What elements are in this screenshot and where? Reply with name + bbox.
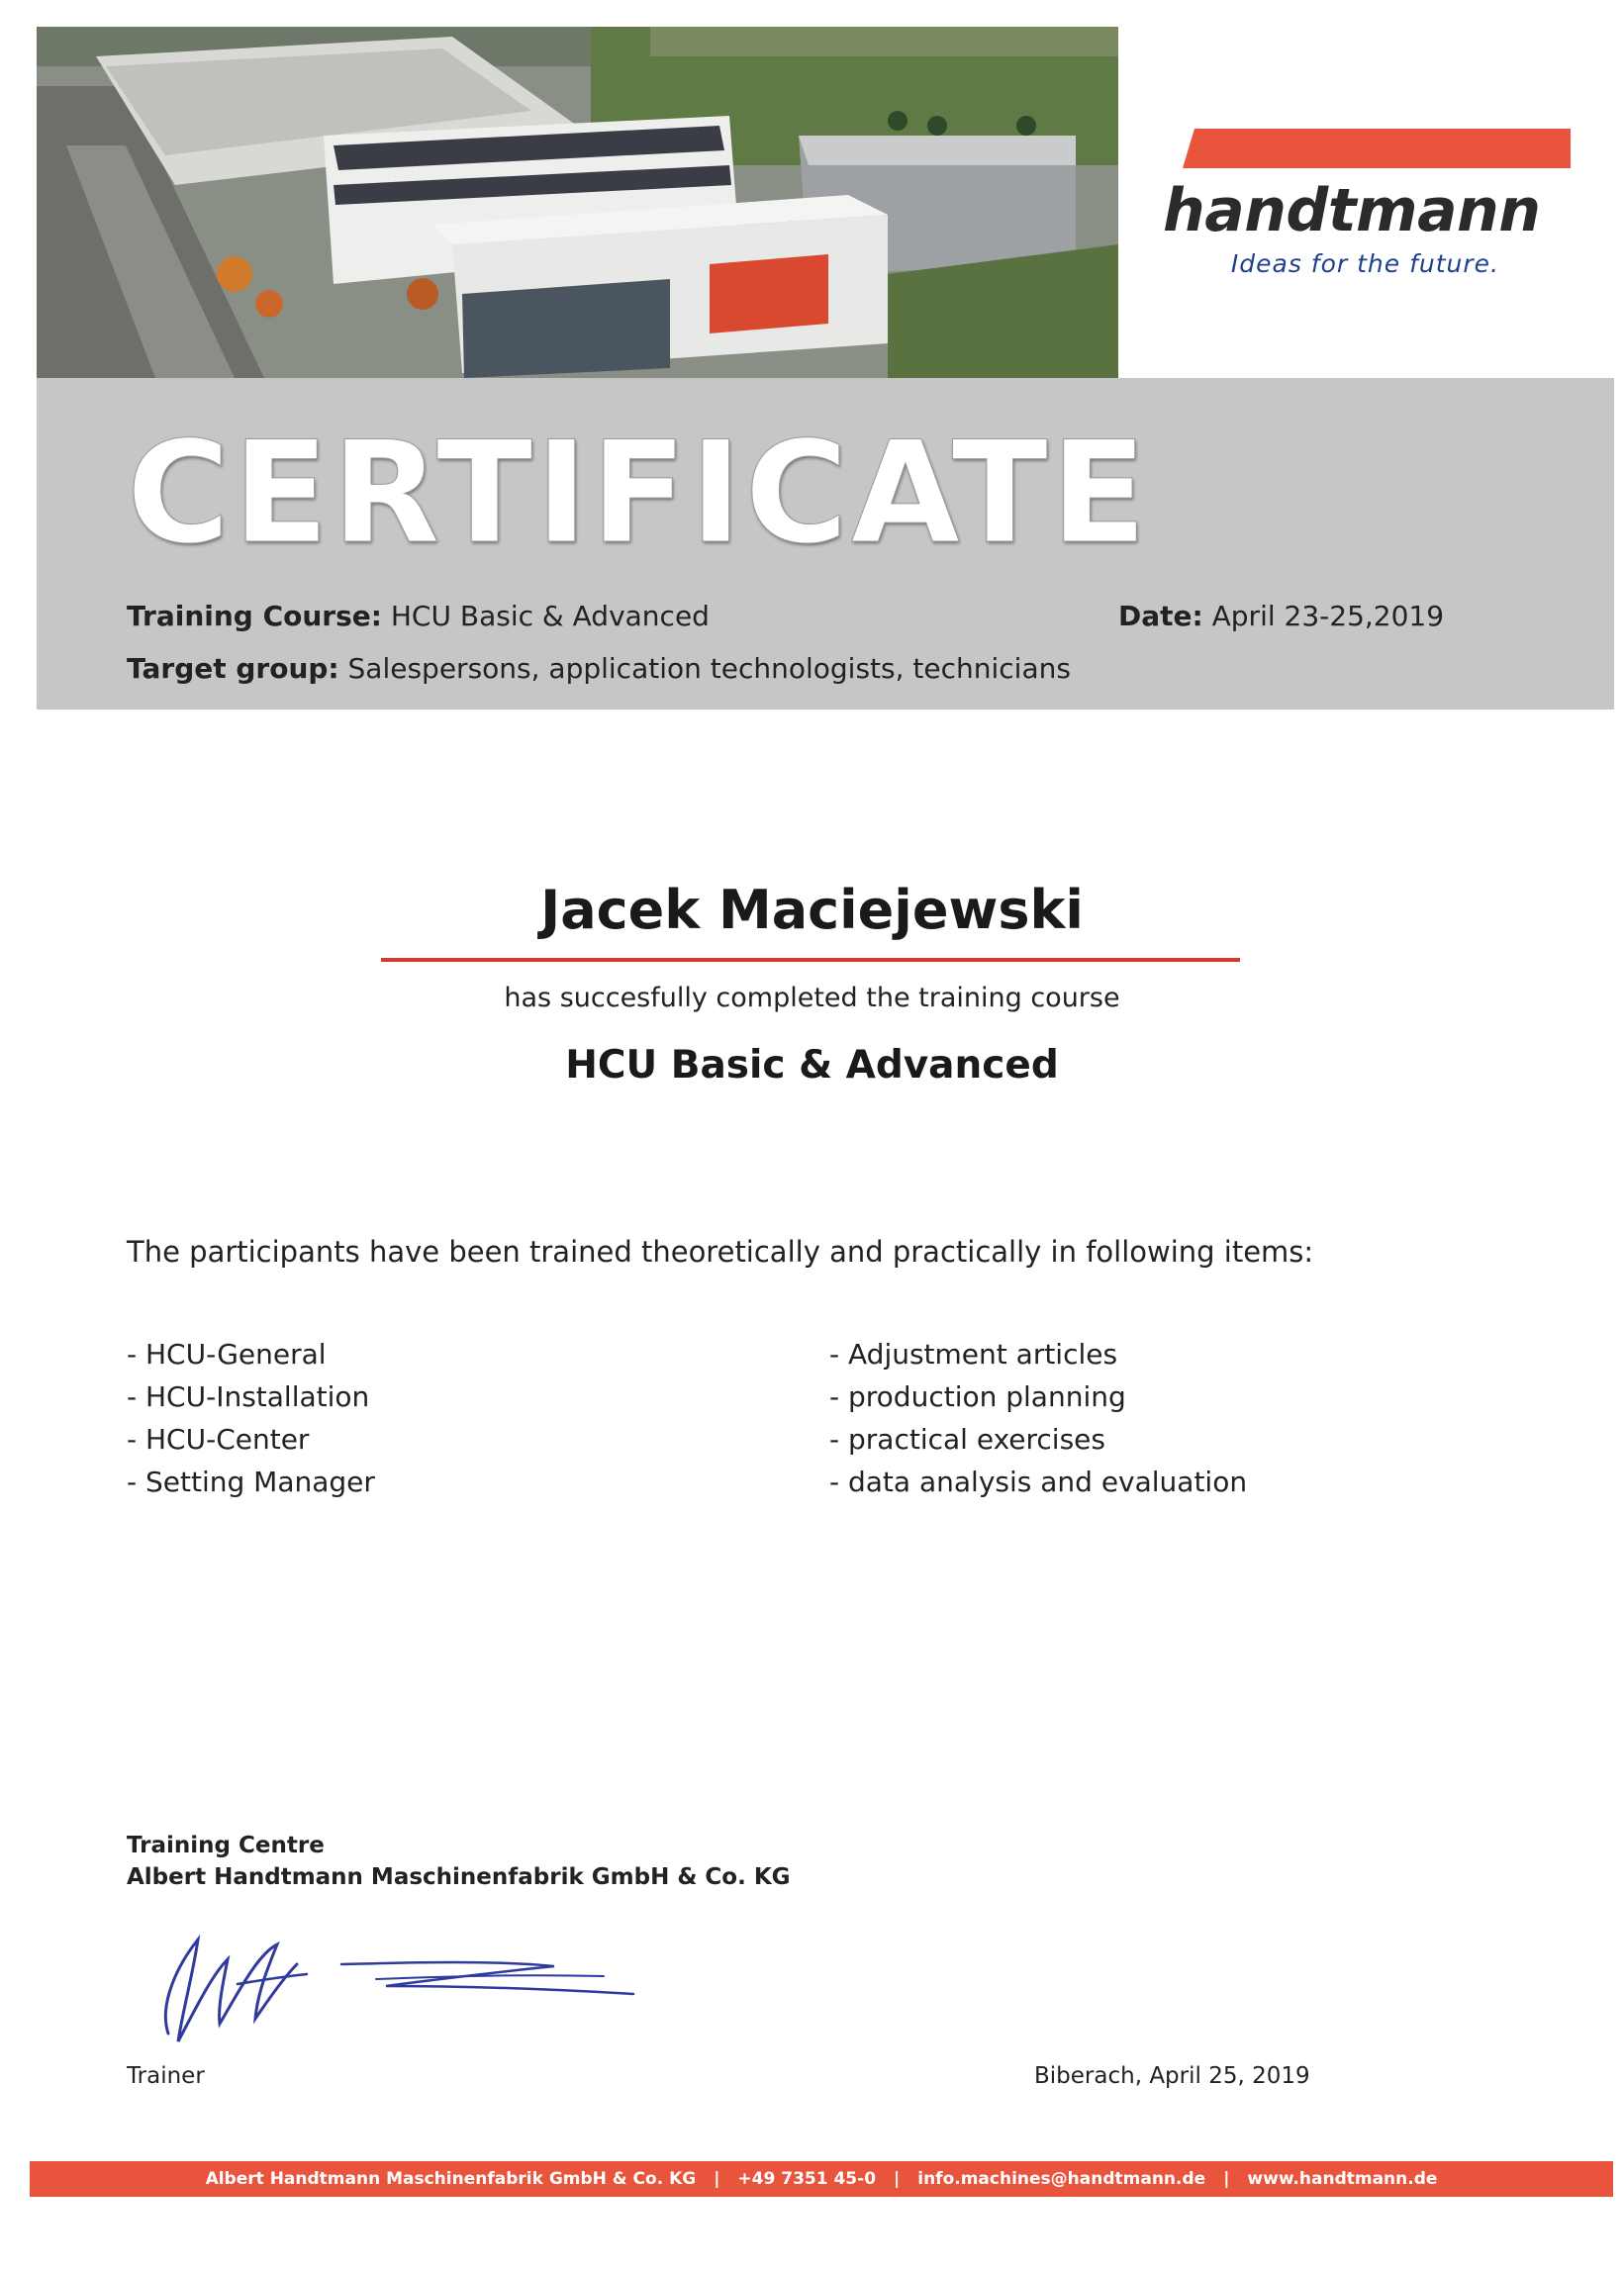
list-item: - Setting Manager	[127, 1466, 375, 1498]
list-item: - Adjustment articles	[829, 1338, 1118, 1371]
footer-company: Albert Handtmann Maschinenfabrik GmbH & Co. KG	[205, 2169, 697, 2189]
items-list-left	[127, 1333, 375, 1503]
place-and-date: Biberach, April 25, 2019	[1034, 2063, 1310, 2089]
certificate-title: CERTIFICATE	[127, 412, 1150, 575]
footer-phone: +49 7351 45-0	[737, 2169, 877, 2189]
target-group-label: Target group:	[127, 652, 339, 685]
header-photo	[37, 27, 1118, 378]
target-group-line	[127, 652, 1071, 685]
factory-aerial-image	[37, 27, 1118, 378]
logo-accent-bar	[1183, 129, 1571, 168]
completion-statement: has succesfully completed the training course	[504, 983, 1120, 1013]
trainer-signature	[139, 1925, 653, 2053]
date-line	[1118, 600, 1444, 632]
trainer-label: Trainer	[127, 2063, 205, 2089]
list-item: - HCU-Center	[127, 1423, 310, 1456]
date-value: April 23-25,2019	[1211, 600, 1445, 632]
list-item: - practical exercises	[829, 1423, 1105, 1456]
recipient-name: Jacek Maciejewski	[540, 879, 1084, 941]
footer-separator: |	[1223, 2169, 1230, 2189]
course-name: HCU Basic & Advanced	[565, 1043, 1059, 1088]
training-course-value: HCU Basic & Advanced	[390, 600, 710, 632]
issuer-company: Albert Handtmann Maschinenfabrik GmbH & Co. KG	[127, 1864, 791, 1890]
footer-separator: |	[894, 2169, 901, 2189]
training-course-label: Training Course:	[127, 600, 382, 632]
brand-tagline: Ideas for the future.	[1230, 249, 1499, 278]
training-centre-label: Training Centre	[127, 1833, 325, 1858]
list-item: - production planning	[829, 1380, 1126, 1413]
brand-logo-text: handtmann	[1163, 176, 1541, 245]
footer-email: info.machines@handtmann.de	[917, 2169, 1206, 2189]
footer-website: www.handtmann.de	[1247, 2169, 1438, 2189]
training-course-line	[127, 600, 710, 632]
list-item: - data analysis and evaluation	[829, 1466, 1248, 1498]
items-list-right	[829, 1333, 1247, 1503]
name-underline	[381, 958, 1240, 962]
list-item: - HCU-General	[127, 1338, 327, 1371]
date-label: Date:	[1118, 600, 1203, 632]
items-intro: The participants have been trained theoretically and practically in following items:	[127, 1235, 1314, 1269]
list-item: - HCU-Installation	[127, 1380, 370, 1413]
footer-separator: |	[714, 2169, 720, 2189]
footer-bar	[30, 2161, 1613, 2197]
target-group-value: Salespersons, application technologists, technicians	[347, 652, 1071, 685]
